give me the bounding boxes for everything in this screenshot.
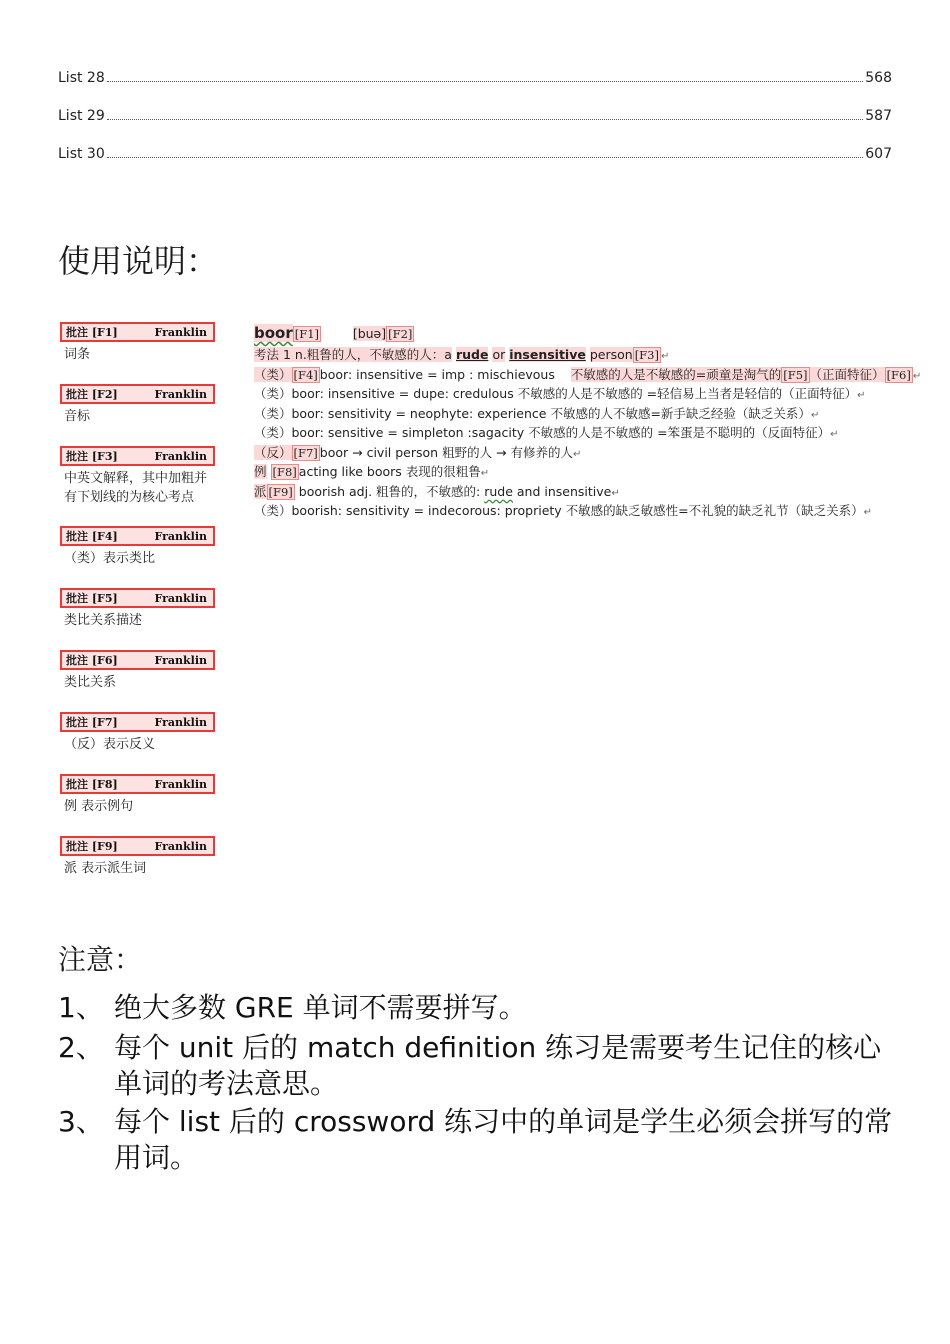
entry-analogy-line bbox=[254, 501, 894, 521]
comment-f8[interactable] bbox=[60, 774, 215, 816]
comment-header bbox=[60, 446, 215, 466]
comment-author: Franklin bbox=[154, 325, 207, 339]
comment-mark[interactable]: [F9] bbox=[268, 484, 293, 499]
comment-f4[interactable] bbox=[60, 526, 215, 568]
note-item bbox=[58, 1104, 908, 1176]
comment-tag: 批注 [F4] bbox=[66, 530, 118, 543]
entry-definition-line bbox=[254, 345, 894, 365]
example-tag: 例 bbox=[254, 464, 267, 479]
comment-mark[interactable]: [F8] bbox=[272, 465, 297, 479]
comment-header bbox=[60, 650, 215, 670]
toc-label: List 28 bbox=[58, 70, 105, 86]
entry-derivative-line bbox=[254, 482, 894, 502]
comment-header bbox=[60, 588, 215, 608]
toc-page: 568 bbox=[865, 70, 892, 86]
toc-label: List 30 bbox=[58, 146, 105, 162]
definition-key-rude: rude bbox=[455, 347, 489, 362]
comment-text: 音标 bbox=[64, 409, 91, 424]
comment-text: 派 表示派生词 bbox=[64, 861, 147, 876]
comment-f1[interactable] bbox=[60, 322, 215, 364]
entry-antonym-line bbox=[254, 443, 894, 463]
antonym-text: boor → civil person 粗野的人 → 有修养的人 bbox=[319, 444, 573, 460]
comment-tag: 批注 [F7] bbox=[66, 716, 118, 729]
definition-prefix: 考法 1 n.粗鲁的人，不敏感的人： bbox=[254, 347, 445, 362]
paragraph-mark: ↵ bbox=[660, 351, 670, 362]
comment-tag: 批注 [F6] bbox=[66, 654, 118, 667]
notes-heading: 注意： bbox=[58, 943, 143, 976]
comment-mark[interactable]: [F6] bbox=[886, 367, 911, 382]
paragraph-mark: ↵ bbox=[810, 409, 820, 421]
comment-header bbox=[60, 384, 215, 404]
note-item bbox=[58, 990, 908, 1026]
comment-author: Franklin bbox=[154, 839, 207, 853]
derivative-text: boorish adj. 粗鲁的，不敏感的: bbox=[294, 483, 485, 499]
definition-a: a bbox=[444, 347, 452, 362]
note-number: 2、 bbox=[58, 1031, 104, 1064]
comment-author: Franklin bbox=[154, 529, 207, 543]
entry-example-line bbox=[254, 462, 894, 482]
comment-text: 例 表示例句 bbox=[64, 799, 134, 814]
comment-author: Franklin bbox=[154, 387, 207, 401]
comment-text: 类比关系描述 bbox=[64, 613, 143, 628]
paragraph-mark: ↵ bbox=[830, 429, 839, 440]
toc-row[interactable] bbox=[58, 108, 892, 124]
comment-f3[interactable] bbox=[60, 446, 215, 507]
comment-header bbox=[60, 774, 215, 794]
comment-tag: 批注 [F1] bbox=[66, 326, 118, 339]
toc-row[interactable] bbox=[58, 146, 892, 162]
comment-author: Franklin bbox=[154, 653, 207, 667]
derivative-rude: rude bbox=[484, 483, 513, 499]
comment-mark[interactable]: [F7] bbox=[293, 445, 318, 460]
definition-key-insensitive: insensitive bbox=[509, 347, 586, 362]
comment-text: 中英文解释，其中加粗并有下划线的为核心考点 bbox=[64, 471, 208, 505]
comment-tag: 批注 [F9] bbox=[66, 840, 118, 853]
comment-text: （类）表示类比 bbox=[64, 551, 156, 566]
comment-f9[interactable] bbox=[60, 836, 215, 878]
entry-phonetic: [buə] bbox=[352, 326, 387, 341]
entry-headword[interactable]: boor bbox=[254, 324, 293, 342]
analogy-text: （类）boor: insensitive = dupe: credulous 不敏感的人是不敏感的 =轻信易上当者是轻信的（正面特征） bbox=[254, 386, 858, 401]
comment-text: 类比关系 bbox=[64, 675, 117, 690]
toc-page: 587 bbox=[865, 108, 892, 124]
antonym-tag: （反） bbox=[254, 444, 292, 460]
toc-row[interactable] bbox=[58, 70, 892, 86]
toc-leader bbox=[107, 119, 864, 120]
analogy-tag: （类） bbox=[254, 366, 292, 382]
note-text: 每个 unit 后的 match definition 练习是需要考生记住的核心单词的考法意思。 bbox=[114, 1031, 882, 1100]
comment-f2[interactable] bbox=[60, 384, 215, 426]
paragraph-mark: ↵ bbox=[857, 390, 866, 401]
paragraph-mark: ↵ bbox=[611, 487, 620, 499]
note-number: 3、 bbox=[58, 1105, 104, 1138]
comment-author: Franklin bbox=[154, 777, 207, 791]
comment-tag: 批注 [F5] bbox=[66, 592, 118, 605]
derivative-tag: 派 bbox=[254, 483, 267, 499]
entry-headword-line bbox=[254, 321, 894, 345]
usage-heading: 使用说明： bbox=[58, 242, 219, 280]
toc-leader bbox=[107, 81, 864, 82]
entry-analogy-line bbox=[254, 404, 894, 424]
note-text: 每个 list 后的 crossword 练习中的单词是学生必须会拼写的常用词。 bbox=[114, 1105, 893, 1174]
comment-text: 词条 bbox=[64, 347, 91, 362]
derivative-text-end: and insensitive bbox=[512, 483, 612, 499]
comment-author: Franklin bbox=[154, 449, 207, 463]
note-number: 1、 bbox=[58, 991, 104, 1024]
note-item bbox=[58, 1030, 908, 1102]
toc-label: List 29 bbox=[58, 108, 105, 124]
comment-f7[interactable] bbox=[60, 712, 215, 754]
comment-mark[interactable]: [F4] bbox=[293, 367, 318, 382]
analogy-relation: （正面特征） bbox=[809, 366, 885, 382]
entry-analogy-line bbox=[254, 384, 894, 404]
comment-tag: 批注 [F8] bbox=[66, 778, 118, 791]
analogy-text: boor: insensitive = imp : mischievous bbox=[319, 366, 555, 382]
comment-text: （反）表示反义 bbox=[64, 737, 156, 752]
comment-mark[interactable]: [F5] bbox=[783, 367, 808, 382]
definition-person: person bbox=[589, 347, 633, 362]
toc-leader bbox=[107, 157, 864, 158]
comment-mark[interactable]: [F1] bbox=[294, 327, 320, 341]
analogy-description: 不敏感的人是不敏感的=顽童是淘气的 bbox=[570, 366, 782, 382]
comment-header bbox=[60, 322, 215, 342]
analogy-text: （类）boorish: sensitivity = indecorous: propriety 不敏感的缺乏敏感性=不礼貌的缺乏礼节（缺乏关系） bbox=[254, 503, 864, 518]
definition-or: or bbox=[492, 347, 506, 362]
paragraph-mark: ↵ bbox=[480, 468, 490, 479]
comment-author: Franklin bbox=[154, 715, 207, 729]
comment-author: Franklin bbox=[154, 591, 207, 605]
analogy-text: （类）boor: sensitive = simpleton :sagacity 不敏感的人是不敏感的 =笨蛋是不聪明的（反面特征） bbox=[254, 425, 831, 440]
paragraph-mark: ↵ bbox=[573, 448, 582, 460]
comment-header bbox=[60, 526, 215, 546]
comment-mark[interactable]: [F2] bbox=[388, 327, 413, 341]
comment-header bbox=[60, 712, 215, 732]
example-text: acting like boors 表现的很粗鲁 bbox=[298, 464, 481, 479]
paragraph-mark: ↵ bbox=[912, 370, 922, 382]
analogy-text: （类）boor: sensitivity = neophyte: experience 不敏感的人不敏感=新手缺乏经验（缺乏关系） bbox=[254, 405, 811, 421]
paragraph-mark: ↵ bbox=[863, 507, 873, 518]
toc-page: 607 bbox=[865, 146, 892, 162]
entry-analogy-line bbox=[254, 423, 894, 443]
comment-header bbox=[60, 836, 215, 856]
comment-f5[interactable] bbox=[60, 588, 215, 630]
comment-mark[interactable]: [F3] bbox=[634, 348, 659, 362]
comment-f6[interactable] bbox=[60, 650, 215, 692]
comment-tag: 批注 [F3] bbox=[66, 450, 118, 463]
entry-analogy-line bbox=[254, 365, 922, 385]
note-text: 绝大多数 GRE 单词不需要拼写。 bbox=[114, 991, 527, 1024]
comment-tag: 批注 [F2] bbox=[66, 388, 118, 401]
sample-entry bbox=[254, 321, 922, 521]
